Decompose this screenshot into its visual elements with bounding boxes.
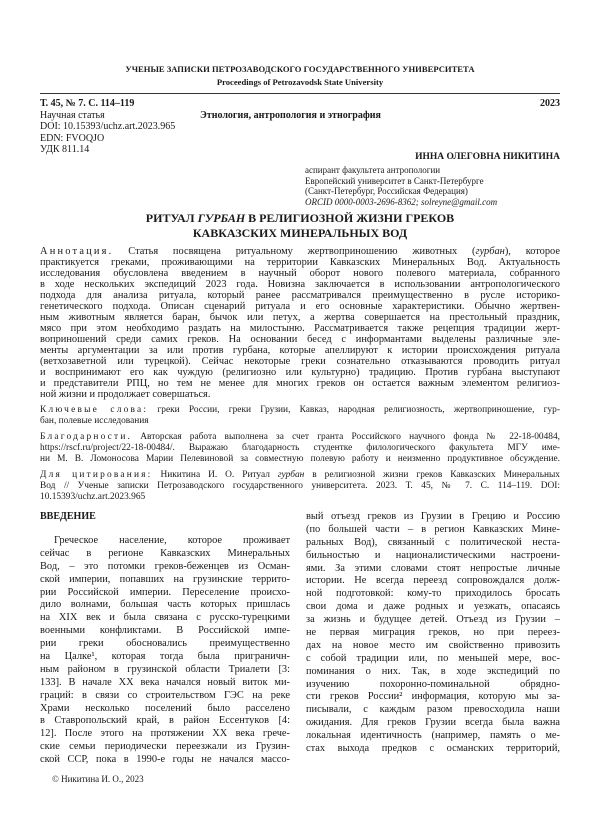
- text-line: поминания о них. Так, в ходе экспедиций по: [306, 665, 560, 677]
- text-line: ские семьи периодически переезжали из Грузин-: [40, 741, 290, 753]
- text-line: (ветхозаветной или турецкой). Сейчас некоторые греки сознательно отказываются проводить ритуал: [40, 356, 560, 367]
- text-line: рии Российской империи. Переселение происхо-: [40, 586, 290, 598]
- volume-info: Т. 45, № 7. С. 114–119: [40, 98, 135, 109]
- author-position: аспирант факультета антропологии: [305, 165, 441, 175]
- abstract-label: Аннотация.: [40, 246, 114, 257]
- text-line: за жизнь и будущее детей. Отъезд из Грузии –: [306, 614, 560, 626]
- text-line: дило волнами, большая часть которых пришлась: [40, 599, 290, 611]
- text-line: ным районом в грузинской области Триалети [3:: [40, 663, 290, 675]
- text-line: с собой традиции или, по меньшей мере, вос-: [306, 652, 560, 664]
- author-affiliation: Европейский университет в Санкт-Петербурге: [305, 175, 484, 186]
- text-line: рии греки обосновались преимущественно: [40, 638, 290, 650]
- journal-title: УЧЕНЫЕ ЗАПИСКИ ПЕТРОЗАВОДСКОГО ГОСУДАРСТВЕННОГО УНИВЕРСИТЕТА: [125, 64, 475, 74]
- text-line: ожидания. Для греков Грузии всегда была важна: [306, 717, 560, 729]
- keywords-text: бан, полевые исследования: [40, 416, 149, 426]
- text-line: в ходе нескольких экспедиций 2023 года. Новизна заключается в использовании антропологического: [40, 279, 560, 290]
- abstract-line: [40, 246, 560, 257]
- ack-label: Благодарности.: [40, 432, 133, 442]
- acknowledgements: [40, 432, 560, 465]
- edn: EDN: FVOQJO: [40, 132, 105, 144]
- citation-doi[interactable]: 10.15393/uchz.art.2023.965: [40, 492, 146, 502]
- text-line: (по большей части – в регион Кавказских Мине-: [306, 523, 560, 535]
- text-line: 133]. В начале XX века начался новый виток ми-: [40, 676, 290, 688]
- ack-text: Авторская работа выполнена за счет гранта Российского научного фонда № 22-18-00484,: [132, 432, 560, 442]
- text-line: вый отъезд греков из Грузии в Грецию и Россию: [306, 511, 560, 522]
- copyright: © Никитина И. О., 2023: [52, 774, 144, 784]
- text-line: ями. За этими словами стоят непростые личные: [306, 562, 560, 574]
- text-line: дах на новое место им свойственно привозить: [306, 639, 560, 651]
- abstract-text: ), которое: [504, 246, 560, 257]
- text-line: граций: в связи со строительством ГЭС на реке: [40, 689, 290, 701]
- citation-label: Для цитирования:: [40, 470, 153, 480]
- text-line: на Цалке¹, которая тогда была приграничн-: [40, 651, 290, 663]
- year: 2023: [540, 98, 560, 109]
- text-line: локальная идентичность (например, память о ме-: [306, 730, 560, 742]
- text-line: бильностью и националистическими настроени-: [306, 549, 560, 561]
- author-location: (Санкт-Петербург, Российская Федерация): [305, 186, 468, 196]
- text-line: Храми несколько поселений было расселено: [40, 702, 290, 714]
- body-left-column: [40, 535, 290, 767]
- author-info: [305, 165, 497, 207]
- keywords-text: греки России, греки Грузии, Кавказ, народная религиозность, жертвоприношение, гур-: [148, 405, 560, 415]
- text-line: ской ССР, пока в 1990-е годы не начался массо-: [40, 754, 290, 766]
- text-line: 12]. После этого на протяжении XX века грече-: [40, 728, 290, 740]
- abstract-text: Статья посвящена ритуальному жертвоприношению животных (: [113, 246, 476, 257]
- text-line: на XIX век и была связана с русско-турецкими: [40, 612, 290, 624]
- citation-text: в религиозной жизни греков Кавказских Минеральных: [304, 470, 560, 480]
- keywords-label: Ключевые слова:: [40, 405, 149, 415]
- author-orcid[interactable]: ORCID 0000-0003-2696-8362; solreyne@gmail.com: [305, 196, 498, 207]
- ack-text: ни М. В. Ломоносова Марии Пелевиновой за совместную полевую работу и неизменно продуктивное обсуждение.: [40, 454, 560, 464]
- section-heading: ВВЕДЕНИЕ: [40, 511, 96, 522]
- text-line: сти греков России² информация, которую мы за-: [306, 691, 560, 703]
- text-line: генетического подхода. Описан сценарий ритуала и его основные характеристики. Обычно жертвен-: [40, 301, 560, 312]
- text-line: воприношений среди самих греков. На основании бесед с информантами выделены различные эле-: [40, 334, 560, 345]
- article-title: [40, 211, 560, 241]
- keywords: [40, 405, 560, 427]
- text-line: военными конфликтами. В Российской импе-: [40, 625, 290, 637]
- body-right-column: [306, 511, 560, 756]
- header-rule: [40, 93, 560, 94]
- title-line2: КАВКАЗСКИХ МИНЕРАЛЬНЫХ ВОД: [192, 226, 408, 240]
- text-line: сейчас в регионе Кавказских Минеральных: [40, 547, 290, 559]
- text-line: ральных Вод), связанный с политической неста-: [306, 536, 560, 548]
- text-line: Греческое население, которое проживает: [54, 535, 290, 546]
- text-line: истории. Не всегда переезд сопровождался долж-: [306, 575, 560, 587]
- text-line: изучению похоронно-поминальной обрядно-: [306, 678, 560, 690]
- text-line: писывали, с каждым разом превосходила наши: [306, 704, 560, 716]
- text-line: ным животным является баран, бычок или петух, а жертва совершается на престольный праздник,: [40, 312, 560, 323]
- abstract-italic: гурбан: [475, 246, 505, 257]
- title-text: В РЕЛИГИОЗНОЙ ЖИЗНИ ГРЕКОВ: [245, 211, 455, 225]
- citation-text: Вод // Ученые записки Петрозаводского государственного университета. 2023. Т. 45, № 7. С. 114–119. DOI:: [40, 481, 560, 491]
- doi: DOI: 10.15393/uchz.art.2023.965: [40, 121, 176, 132]
- text-line: не первая миграция греков, но при переез-: [306, 627, 560, 639]
- text-line: стах выхода предков с османских территорий,: [306, 743, 560, 755]
- text-line: ской империи, попавших на грузинские террито-: [40, 573, 290, 585]
- author-name: ИННА ОЛЕГОВНА НИКИТИНА: [415, 152, 560, 162]
- text-line: мясо при этом необходимо раздать на милостыню. Рассматривается также рецепция традиции жерт-: [40, 323, 560, 334]
- citation-italic: гурбан: [277, 470, 305, 480]
- journal-title-en: Proceedings of Petrozavodsk State University: [216, 77, 384, 87]
- udk: УДК 811.14: [40, 144, 90, 155]
- text-line: подхода для анализа ритуала, который ранее рассматривался преимущественно в русле историко-: [40, 290, 560, 301]
- citation-text: Никитина И. О. Ритуал: [152, 470, 278, 480]
- text-line: и представители РПЦ, но тем не менее для многих греков он остается важным элементом религиоз-: [40, 378, 560, 389]
- title-text: РИТУАЛ: [145, 211, 198, 225]
- ack-text: https://rscf.ru/project/22-18-00484/. Выражаю благодарность студентке филологического факультета МГУ име-: [40, 443, 560, 453]
- section: Этнология, антропология и этнография: [200, 109, 381, 121]
- text-line: практикуется греками, проживающими на территории Кавказских Минеральных Вод. Актуальность: [40, 257, 560, 268]
- abstract: [40, 246, 560, 400]
- text-line: Вод, – это потомки греков-беженцев из Осман-: [40, 560, 290, 572]
- text-line: и воспринимают его как чуждую (религиозно или культурно) традицию. Против гурбана выступают: [40, 367, 560, 378]
- text-line: свои дома и даже родных и уезжать, опасаясь: [306, 601, 560, 613]
- text-line: ной жизни и продолжает совершаться.: [40, 389, 211, 400]
- text-line: в Ставропольский край, в район Ессентуков [4:: [40, 715, 290, 727]
- text-line: исследования обусловлена введением в научный оборот нового полевого материала, собранного: [40, 268, 560, 279]
- title-italic: ГУРБАН: [197, 211, 246, 225]
- text-line: менты аргументации за или против гурбана, которые апеллируют к истории происхождения ритуала: [40, 345, 560, 356]
- citation: [40, 470, 560, 503]
- text-line: ной подготовкой: кому-то приходилось бросать: [306, 588, 560, 600]
- article-type: Научная статья: [40, 109, 105, 121]
